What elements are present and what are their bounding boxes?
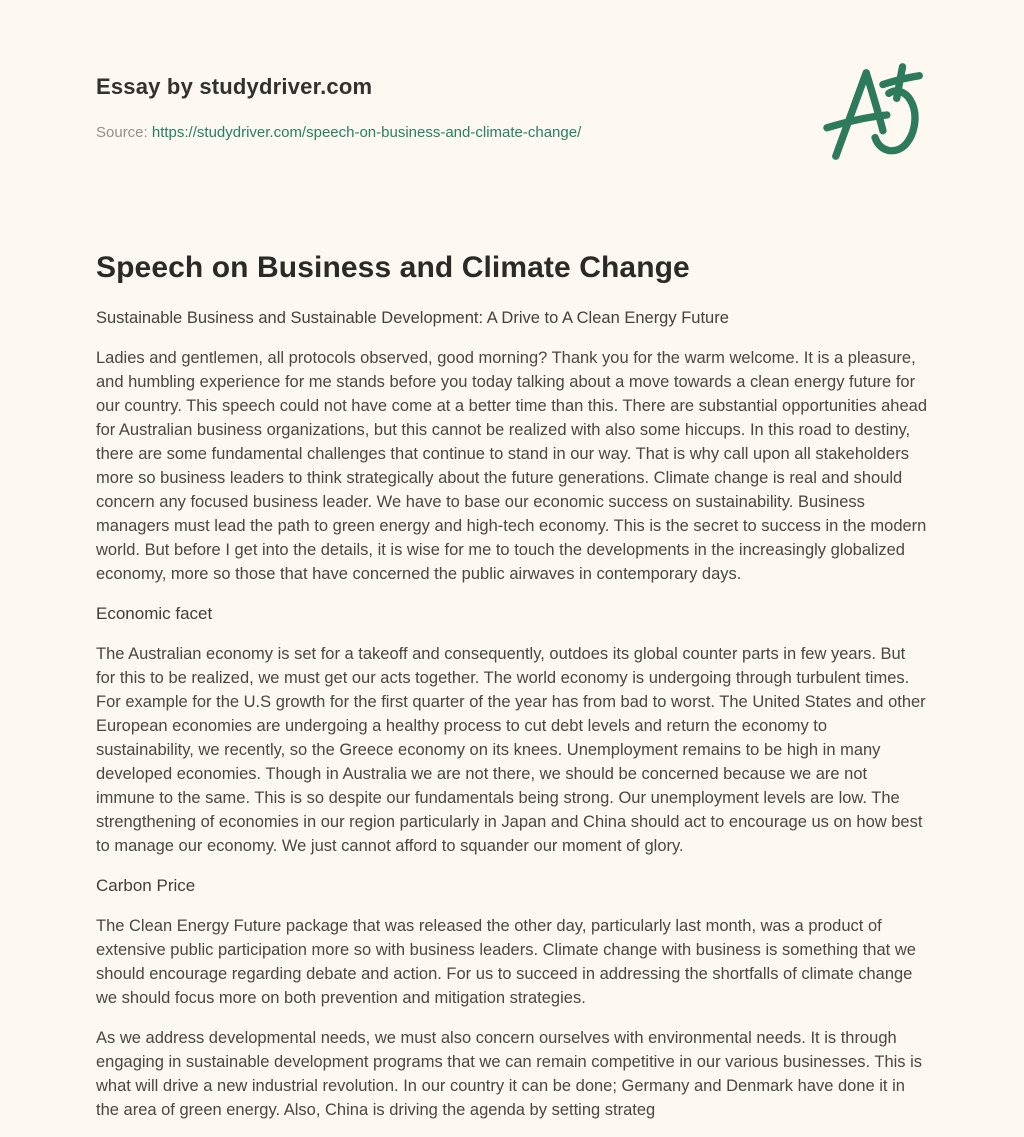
paragraph-economic-facet: The Australian economy is set for a takeoff and consequently, outdoes its global counter parts in few years. But for this to be realized, we must get our acts together. The world economy is undergoing through turbulent times. For example for the U.S growth for the first quarter of the year has from bad to worst. The United States and other European economies are undergoing a healthy process to cut debt levels and return the economy to sustainability, we recently, so the Greece economy on its knees. Unemployment remains to be high in many developed economies. Though in Australia we are not there, we should be concerned because we are not immune to the same. This is so despite our fundamentals being strong. Our unemployment levels are low. The strengthening of economies in our region particularly in Japan and China should act to encourage us on how best to manage our economy. We just cannot afford to squander our moment of glory.	[96, 645, 926, 855]
a-plus-logo-icon	[820, 60, 938, 168]
article-body	[96, 346, 928, 1122]
source-line	[96, 123, 928, 143]
source-link[interactable]: https://studydriver.com/speech-on-business-and-climate-change/	[151, 124, 582, 141]
source-label: Source:	[96, 124, 148, 141]
article-subtitle: Sustainable Business and Sustainable Development: A Drive to A Clean Energy Future	[96, 309, 729, 327]
article-title: Speech on Business and Climate Change	[96, 251, 690, 284]
section-heading-carbon-price: Carbon Price	[96, 876, 196, 895]
site-title: Essay by studydriver.com	[96, 74, 373, 99]
paragraph-carbon-price: The Clean Energy Future package that was released the other day, particularly last month, was a product of extensive public participation more so with business leaders. Climate change with business is something that we should encourage regarding debate and action. For us to succeed in addressing the shortfalls of climate change we should focus more on both prevention and mitigation strategies.	[96, 917, 916, 1007]
paragraph-sustainable-development: As we address developmental needs, we must also concern ourselves with environmental needs. It is through engaging in sustainable development programs that we can remain competitive in our various businesses. This is what will drive a new industrial revolution. In our country it can be done; Germany and Denmark have done it in the area of green energy. Also, China is driving the agenda by setting strateg	[96, 1029, 923, 1119]
paragraph-intro: Ladies and gentlemen, all protocols observed, good morning? Thank you for the warm welcome. It is a pleasure, and humbling experience for me stands before you today talking about a move towards a clean energy future for our country. This speech could not have come at a better time than this. There are substantial opportunities ahead for Australian business organizations, but this cannot be realized with also some hiccups. In this road to destiny, there are some fundamental challenges that continue to stand in our way. That is why call upon all stakeholders more so business leaders to think strategically about the future generations. Climate change is real and should concern any focused business leader. We have to base our economic success on sustainability. Business managers must lead the path to green energy and high-tech economy. This is the secret to success in the modern world. But before I get into the details, it is wise for me to touch the developments in the increasingly globalized economy, more so those that have concerned the public airwaves in contemporary days.	[96, 349, 927, 583]
page-header	[96, 74, 928, 143]
section-heading-economic-facet: Economic facet	[96, 604, 213, 623]
